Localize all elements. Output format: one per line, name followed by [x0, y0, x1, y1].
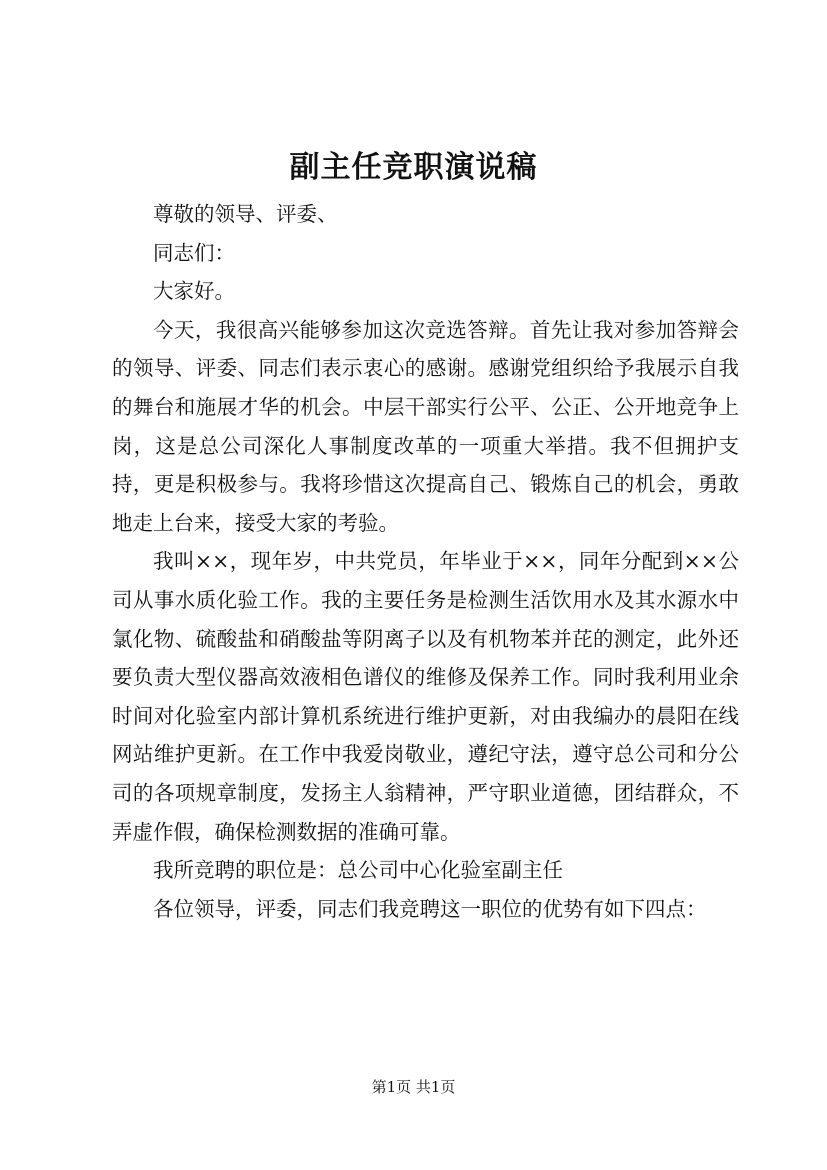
paragraph-position: 我所竞聘的职位是：总公司中心化验室副主任 [153, 858, 563, 883]
document-body [112, 195, 739, 928]
page-footer: 第1页 共1页 [371, 1078, 456, 1096]
document-title: 副主任竞职演说稿 [289, 150, 538, 185]
paragraph-greeting: 大家好。 [153, 279, 235, 304]
paragraph-background: 我叫××，现年岁，中共党员，年毕业于××，同年分配到××公司从事水质化验工作。我的主要任务是检测生活饮用水及其水源水中氯化物、硫酸盐和硝酸盐等阴离子以及有机物苯并芘的测定，此外还要负责大型仪器高效液相色谱仪的维修及保养工作。同时我利用业余时间对化验室内部计算机系统进行维护更新，对由我编办的晨阳在线网站维护更新。在工作中我爱岗敬业，遵纪守法，遵守总公司和分公司的各项规章制度，发扬主人翁精神，严守职业道德，团结群众，不弄虚作假，确保检测数据的准确可靠。 [112, 549, 739, 844]
paragraph-intro: 今天，我很高兴能够参加这次竞选答辩。首先让我对参加答辩会的领导、评委、同志们表示衷心的感谢。感谢党组织给予我展示自我的舞台和施展才华的机会。中层干部实行公平、公正、公开地竞争上岗，这是总公司深化人事制度改革的一项重大举措。我不但拥护支持，更是积极参与。我将珍惜这次提高自己、锻炼自己的机会，勇敢地走上台来，接受大家的考验。 [112, 317, 739, 535]
paragraph-salutation: 尊敬的领导、评委、 [153, 202, 338, 226]
paragraph-salutation-2: 同志们： [153, 240, 235, 265]
paragraph-advantages: 各位领导，评委，同志们我竞聘这一职位的优势有如下四点： [153, 896, 707, 921]
